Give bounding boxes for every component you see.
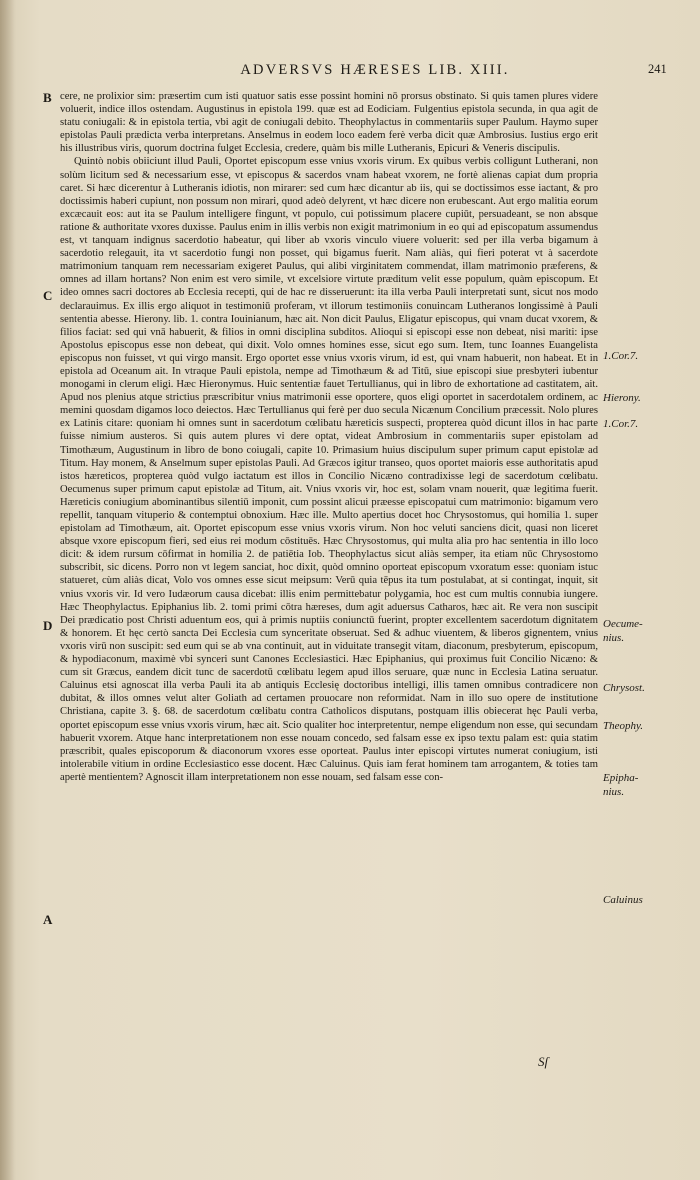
page-header: [0, 62, 700, 84]
section-letter-d: D: [43, 618, 53, 633]
section-letter-b: B: [43, 90, 52, 105]
marginal-note: Hierony.: [603, 392, 641, 404]
section-letter-c: C: [43, 288, 53, 303]
marginal-note: 1.Cor.7.: [603, 418, 639, 430]
marginal-note: 1.Cor.7.: [603, 350, 639, 362]
section-letter-a: A: [43, 912, 53, 927]
marginal-note: nius.: [603, 632, 625, 644]
body-text: [60, 90, 598, 1170]
marginal-note: Epipha-: [603, 772, 639, 784]
marginal-note: Theophy.: [603, 720, 644, 732]
paragraph: Quintò nobis obiiciunt illud Pauli, Oportet episcopum esse vnius vxoris virum. Ex quibus verbis colligunt Lutherani, non solùm licitum sed & necessarium esse, vt episcopus & sacerdos vnam habeat vxorem, ne fortè alienas capiat dum propria caret. Si hæc dicerentur à Lutheranis idiotis, non mirarer: sed cum hæc dicantur ab iis, qui se doctissimos esse iactant, & pro doctissimis haberi cupiunt, non possum non mirari, quod adeò delyrent, vt hæc dicere non erubescant. Aut ergo malitia eorum excæcauit eos: aut ita se Paulum intelligere fingunt, vt populo, cui potissimum placere cupiūt, persuadeant, se non absque ratione & authoritate vxores duxisse. Paulus enim in illis verbis non exigit matrimonium in eo qui ad episcopatum assumendus est, vt tanquam indignus sacerdotio habeatur, qui liber ab vxoris vinculo viuere voluerit: sed per illa verba bigamum à sacerdotio relegauit, ita vt sacerdotio fungi non posset, qui bigamus fuerit. Nam aliàs, qui fieri poterat vt à sacerdote matrimonium tanquam rem necessariam exigeret Paulus, qui alibi virginitatem commendat, illam matrimonio præferens, & omnes ad illam hortans? Non enim est vero simile, vt excelsiore virtute præditum velit esse populum, quàm episcopum. Et ideo omnes sacri doctores ab Ecclesia recepti, qui de hac re disseruerunt: ita illa verba Pauli interpretati sunt, sicut nos modo declarauimus. Ex illis ergo aliquot in testimoniū proferam, vt illorum testimoniis conuincam Lutheranos longissimè à Pauli sententia abesse. Hierony. lib. 1. contra Iouinianum, hæc ait. Non dicit Paulus, Eligatur episcopus, qui vnam ducat vxorem, & filios faciat: sed qui vnā habuerit, & filios in omni disciplina subditos. Alioqui si episcopi esse non debeat, nisi mariti: ipse Apostolus episcopus esse non debeat, qui dixit. Volo omnes homines esse, sicut ego sum. Item, tunc Ioannes Euangelista episcopus non fuisset, vt qui virgo mansit. Ergo oportet esse vnius vxoris virum, id est, qui vnam habuerit, non habeat. Et in epistola ad Oceanum ait. In vtraque Pauli epistola, nempe ad Timothæum & ad Titū, siue episcopi siue presbyteri iubentur monogami in clerum eligi. Hæc Hieronymus. Huic sententiæ fauet Tertullianus, qui in libro de exhortatione ad castitatem, ait. Apud nos plenius atque strictius præscribitur vnius matrimonii esse oportere, quos eligi oportet in sacerdotalem ordinem, ac memini quosdam digamos loco deiectos. Hæc Tertullianus qui ferè per duo secula Nicænum Concilium præcessit. Nolo plures ex Latinis citare: quoniam hi omnes sunt in sacerdotum cœlibatu hæreticis suspecti, propterea quòd dicunt illos in hac parte fuisse nimium austeros. Si quis autem plures vi dere optat, videat Ambrosium in commentariis super epistolam ad Timothæum, Augustinum in libro de bono coiugali, capite 10. Primasium huius discipulum super primum caput epistolæ ad Titum. Hay monem, & Anselmum super epistolas Pauli. Ad Græcos igitur transeo, quos oportet maioris esse authoritatis apud istos hæreticos, propterea quòd vulgo iactatum est illos in Concilio Nicæno contradixisse legi de sacerdotum cœlibatu. Oecumenus super primum caput epistolæ ad Titum, ait. Vnius vxoris vir, hoc est, solam vnam nouerit, quæ legitima fuerit. Hæreticis coniugium abominantibus silentiū imponit, cum possint alicui præesse episcopatui cum matrimonio: bigamum vero repellit, tanquam vituperio & contemptui obnoxium. Hæc ille. Multo apertius docet hoc Chrysostomus, qui homilia 1. super epistolam ad Timothæum, ait. Oportet episcopum esse vnius vxoris virum. Non hoc veluti sanciens dicit, quasi non liceret absque vxore episcopum fieri, sed eius rei modum cōstituēs. Hæc Chrysostomus, qui multa alia pro hac sententia in illo loco dicit: & idem rursum cōfirmat in homilia 2. de patiētia Iob. Theophylactus sicut aliàs semper, ita etiam nūc Chrysostomo subscribit, sic dicens. Porro non vt legem sanciat, hoc dixit, quòd omnino oporteat episcopum vxoratum esse: quoniam istuc statueret, cùm aliàs dicat, Volo vos omnes esse sicut meipsum: Verū quia tēpus ita tum postulabat, at si contingat, inquit, sit vnius vxoris vir. Id vero Iudæorum causa dicebat: illis enim permittebatur polygamia, hoc est cum multis connubia iungere. Hæc Theophylactus. Epiphanius lib. 2. tomi primi cōtra hæreses, dum agit aduersus Catharos, hæc ait. Re vera non suscipit Dei prædicatio post Christi aduentum eos, qui à primis nuptiis coniunctū fuerint, propter excellentem sacerdotum dignitatem & honorem. Et hęc certò sancta Dei Ecclesia cum synceritate obseruat. Sed & adhuc viuentem, & liberos gignentem, vnius vxoris virū non suscipit: sed eum qui se ab vna continuit, aut in viduitate transegit vitam, diaconum, presbyterum, episcopum, & hypodiaconum, maximè vbi synceri sunt Canones Ecclesiastici. Hæc Epiphanius, qui proximus fuit Concilio Nicæno: & cum sit Græcus, eandem dicit tunc de sacerdotū cœlibatu legem apud illos seruare, quæ nunc in Ecclesia Latina seruatur. Caluinus etsi agnoscat illa verba Pauli ita ab antiquis Ecclesię doctoribus intelligi, illis tamen omnibus contradicere non dubitat, & illos omnes velut alter Goliath ad certamen prouocare non reformidat. Nam in illo suo opere de institutione Christiana, capite 3. §. 68. de sacerdotum cœlibatu contra Catholicos disputans, postquam illis obiecerat hęc Pauli verba, oportet episcopum esse vnius vxoris virum, hæc ait. Scio qualiter hoc interpretentur, nempe eligendum non esse, qui secundam habuerit vxorem. Atque hanc interpretationem non esse nouam concedo, sed falsam esse ex ipso textu palam est: quia statim præscribit, quales episcoporum & diaconorum vxores esse oporteat. Paulus inter episcopi virtutes numerat coniugium, isti intolerabile vitium in ordine Ecclesiastico esse docent. Hæc Caluinus. Quis iam ferat hominem tam arrogantem, & toties tam apertè mentientem? Agnoscit illam interpretationem non esse nouam, sed falsam esse con-: [60, 156, 598, 783]
marginal-note: nius.: [603, 786, 625, 798]
catchword: Sſ: [538, 1054, 549, 1069]
paragraph: cere, ne prolixior sim: præsertim cum isti quatuor satis esse possint homini nō prorsus obstinato. Si quis tamen plures videre voluerit, indice illos ostendam. Augustinus in epistola 199. quæ est ad Eodiciam. Fulgentius epistola secunda, in qua agit de statu coniugali: & in epistola tertia, vbi agit de coniugali debito. Theophylactus in commentariis super Paulum. Haymo super epistolas Pauli prædicta verba interpretans. Anselmus in eodem loco eadem ferè verba dicit quæ Ambrosius. Iustius ergo erit his illustribus viris, quorum doctrina fulget Ecclesia, credere, quàm bis mille Lutheranis, Epicuri & Veneris discipulis.: [60, 91, 598, 155]
page-number: 241: [648, 62, 667, 76]
marginal-note: Caluinus: [603, 894, 643, 906]
running-head: ADVERSVS HÆRESES LIB. XIII.: [240, 62, 510, 78]
gutter-shadow: [0, 0, 16, 1180]
marginal-note: Chrysost.: [603, 682, 645, 694]
marginal-note: Oecume-: [603, 618, 643, 630]
